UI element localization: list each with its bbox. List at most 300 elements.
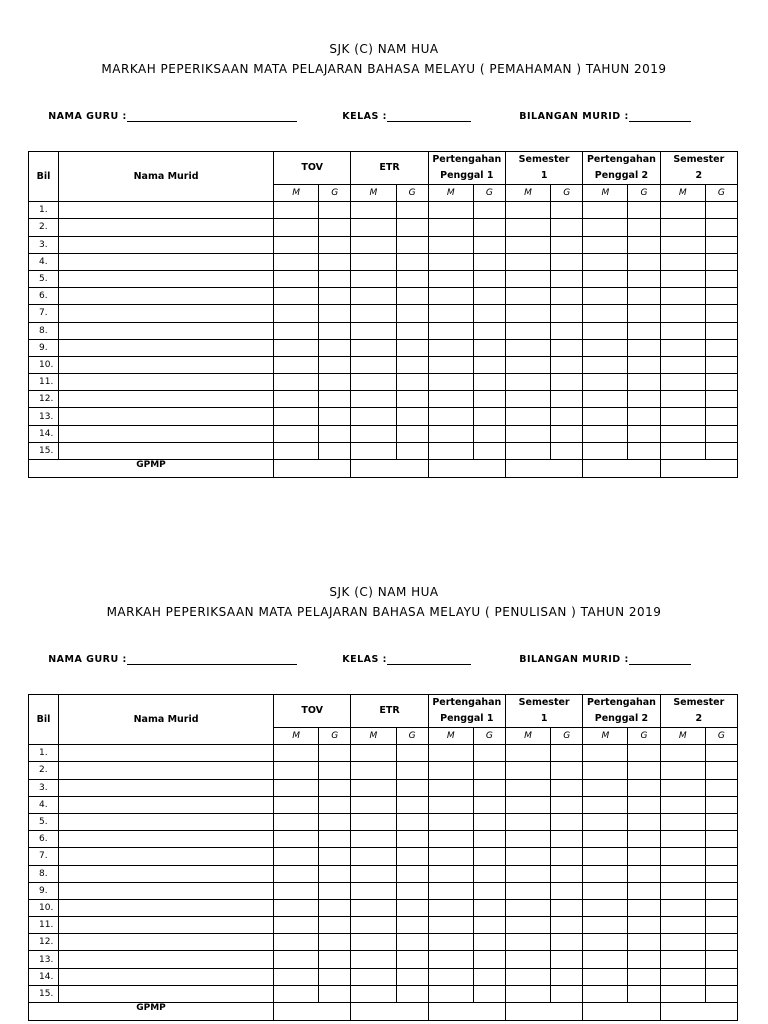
mark-cell[interactable] bbox=[583, 391, 628, 408]
grade-cell[interactable] bbox=[319, 374, 351, 391]
grade-cell[interactable] bbox=[628, 951, 660, 968]
mark-cell[interactable] bbox=[583, 882, 628, 899]
grade-cell[interactable] bbox=[319, 356, 351, 373]
mark-cell[interactable] bbox=[583, 831, 628, 848]
mark-cell[interactable] bbox=[351, 236, 396, 253]
grade-cell[interactable] bbox=[551, 779, 583, 796]
mark-cell[interactable] bbox=[274, 968, 319, 985]
grade-cell[interactable] bbox=[396, 848, 428, 865]
mark-cell[interactable] bbox=[583, 917, 628, 934]
mark-cell[interactable] bbox=[274, 951, 319, 968]
grade-cell[interactable] bbox=[473, 253, 505, 270]
grade-cell[interactable] bbox=[319, 951, 351, 968]
mark-cell[interactable] bbox=[274, 831, 319, 848]
mark-cell[interactable] bbox=[583, 951, 628, 968]
mark-cell[interactable] bbox=[428, 253, 473, 270]
student-name-cell[interactable] bbox=[59, 253, 274, 270]
mark-cell[interactable] bbox=[660, 985, 705, 1002]
grade-cell[interactable] bbox=[705, 779, 737, 796]
grade-cell[interactable] bbox=[705, 322, 737, 339]
mark-cell[interactable] bbox=[660, 831, 705, 848]
mark-cell[interactable] bbox=[274, 865, 319, 882]
grade-cell[interactable] bbox=[396, 813, 428, 830]
mark-cell[interactable] bbox=[660, 202, 705, 219]
grade-cell[interactable] bbox=[473, 934, 505, 951]
mark-cell[interactable] bbox=[505, 934, 550, 951]
grade-cell[interactable] bbox=[319, 408, 351, 425]
grade-cell[interactable] bbox=[628, 865, 660, 882]
mark-cell[interactable] bbox=[583, 236, 628, 253]
grade-cell[interactable] bbox=[473, 270, 505, 287]
student-name-cell[interactable] bbox=[59, 882, 274, 899]
grade-cell[interactable] bbox=[396, 322, 428, 339]
mark-cell[interactable] bbox=[351, 270, 396, 287]
student-name-cell[interactable] bbox=[59, 951, 274, 968]
student-name-cell[interactable] bbox=[59, 322, 274, 339]
student-name-cell[interactable] bbox=[59, 374, 274, 391]
grade-cell[interactable] bbox=[319, 899, 351, 916]
grade-cell[interactable] bbox=[319, 745, 351, 762]
grade-cell[interactable] bbox=[705, 831, 737, 848]
student-name-cell[interactable] bbox=[59, 762, 274, 779]
mark-cell[interactable] bbox=[274, 899, 319, 916]
grade-cell[interactable] bbox=[319, 796, 351, 813]
grade-cell[interactable] bbox=[705, 865, 737, 882]
mark-cell[interactable] bbox=[351, 322, 396, 339]
grade-cell[interactable] bbox=[628, 305, 660, 322]
student-name-cell[interactable] bbox=[59, 442, 274, 459]
grade-cell[interactable] bbox=[396, 374, 428, 391]
grade-cell[interactable] bbox=[705, 917, 737, 934]
grade-cell[interactable] bbox=[551, 899, 583, 916]
grade-cell[interactable] bbox=[396, 917, 428, 934]
grade-cell[interactable] bbox=[551, 882, 583, 899]
mark-cell[interactable] bbox=[274, 356, 319, 373]
grade-cell[interactable] bbox=[396, 779, 428, 796]
student-name-cell[interactable] bbox=[59, 848, 274, 865]
mark-cell[interactable] bbox=[505, 408, 550, 425]
grade-cell[interactable] bbox=[551, 951, 583, 968]
grade-cell[interactable] bbox=[628, 236, 660, 253]
student-name-cell[interactable] bbox=[59, 779, 274, 796]
grade-cell[interactable] bbox=[628, 796, 660, 813]
grade-cell[interactable] bbox=[319, 219, 351, 236]
grade-cell[interactable] bbox=[473, 374, 505, 391]
grade-cell[interactable] bbox=[319, 813, 351, 830]
student-name-cell[interactable] bbox=[59, 934, 274, 951]
mark-cell[interactable] bbox=[660, 356, 705, 373]
mark-cell[interactable] bbox=[660, 917, 705, 934]
count-input-line[interactable] bbox=[629, 111, 691, 122]
grade-cell[interactable] bbox=[473, 917, 505, 934]
mark-cell[interactable] bbox=[583, 270, 628, 287]
mark-cell[interactable] bbox=[428, 882, 473, 899]
grade-cell[interactable] bbox=[628, 848, 660, 865]
mark-cell[interactable] bbox=[428, 202, 473, 219]
mark-cell[interactable] bbox=[428, 899, 473, 916]
student-name-cell[interactable] bbox=[59, 745, 274, 762]
mark-cell[interactable] bbox=[274, 762, 319, 779]
grade-cell[interactable] bbox=[319, 442, 351, 459]
grade-cell[interactable] bbox=[551, 322, 583, 339]
gpmp-cell[interactable] bbox=[583, 1003, 660, 1021]
gpmp-cell[interactable] bbox=[505, 460, 582, 478]
mark-cell[interactable] bbox=[583, 865, 628, 882]
grade-cell[interactable] bbox=[319, 779, 351, 796]
mark-cell[interactable] bbox=[351, 813, 396, 830]
grade-cell[interactable] bbox=[705, 270, 737, 287]
grade-cell[interactable] bbox=[319, 305, 351, 322]
mark-cell[interactable] bbox=[505, 339, 550, 356]
mark-cell[interactable] bbox=[660, 374, 705, 391]
grade-cell[interactable] bbox=[551, 305, 583, 322]
mark-cell[interactable] bbox=[505, 762, 550, 779]
grade-cell[interactable] bbox=[705, 968, 737, 985]
grade-cell[interactable] bbox=[319, 202, 351, 219]
mark-cell[interactable] bbox=[428, 865, 473, 882]
mark-cell[interactable] bbox=[428, 745, 473, 762]
grade-cell[interactable] bbox=[551, 762, 583, 779]
mark-cell[interactable] bbox=[351, 253, 396, 270]
mark-cell[interactable] bbox=[351, 848, 396, 865]
grade-cell[interactable] bbox=[396, 899, 428, 916]
grade-cell[interactable] bbox=[551, 408, 583, 425]
grade-cell[interactable] bbox=[628, 356, 660, 373]
grade-cell[interactable] bbox=[628, 253, 660, 270]
student-name-cell[interactable] bbox=[59, 985, 274, 1002]
grade-cell[interactable] bbox=[396, 934, 428, 951]
mark-cell[interactable] bbox=[505, 779, 550, 796]
grade-cell[interactable] bbox=[551, 745, 583, 762]
grade-cell[interactable] bbox=[628, 219, 660, 236]
grade-cell[interactable] bbox=[705, 408, 737, 425]
mark-cell[interactable] bbox=[583, 796, 628, 813]
grade-cell[interactable] bbox=[473, 322, 505, 339]
mark-cell[interactable] bbox=[660, 934, 705, 951]
grade-cell[interactable] bbox=[551, 339, 583, 356]
teacher-input-line[interactable] bbox=[127, 654, 297, 665]
student-name-cell[interactable] bbox=[59, 425, 274, 442]
mark-cell[interactable] bbox=[583, 779, 628, 796]
mark-cell[interactable] bbox=[583, 288, 628, 305]
student-name-cell[interactable] bbox=[59, 408, 274, 425]
mark-cell[interactable] bbox=[351, 202, 396, 219]
mark-cell[interactable] bbox=[505, 322, 550, 339]
grade-cell[interactable] bbox=[473, 985, 505, 1002]
mark-cell[interactable] bbox=[428, 322, 473, 339]
student-name-cell[interactable] bbox=[59, 305, 274, 322]
mark-cell[interactable] bbox=[351, 374, 396, 391]
grade-cell[interactable] bbox=[319, 425, 351, 442]
grade-cell[interactable] bbox=[551, 796, 583, 813]
gpmp-cell[interactable] bbox=[351, 1003, 428, 1021]
mark-cell[interactable] bbox=[505, 951, 550, 968]
mark-cell[interactable] bbox=[505, 917, 550, 934]
mark-cell[interactable] bbox=[583, 374, 628, 391]
gpmp-cell[interactable] bbox=[351, 460, 428, 478]
mark-cell[interactable] bbox=[505, 985, 550, 1002]
grade-cell[interactable] bbox=[396, 236, 428, 253]
mark-cell[interactable] bbox=[428, 442, 473, 459]
mark-cell[interactable] bbox=[583, 745, 628, 762]
gpmp-cell[interactable] bbox=[274, 460, 351, 478]
mark-cell[interactable] bbox=[351, 985, 396, 1002]
grade-cell[interactable] bbox=[473, 899, 505, 916]
grade-cell[interactable] bbox=[551, 374, 583, 391]
grade-cell[interactable] bbox=[705, 305, 737, 322]
mark-cell[interactable] bbox=[583, 305, 628, 322]
mark-cell[interactable] bbox=[583, 202, 628, 219]
mark-cell[interactable] bbox=[274, 219, 319, 236]
mark-cell[interactable] bbox=[428, 391, 473, 408]
mark-cell[interactable] bbox=[351, 796, 396, 813]
grade-cell[interactable] bbox=[705, 848, 737, 865]
mark-cell[interactable] bbox=[428, 813, 473, 830]
grade-cell[interactable] bbox=[551, 934, 583, 951]
mark-cell[interactable] bbox=[428, 219, 473, 236]
mark-cell[interactable] bbox=[583, 219, 628, 236]
mark-cell[interactable] bbox=[428, 236, 473, 253]
mark-cell[interactable] bbox=[660, 442, 705, 459]
mark-cell[interactable] bbox=[351, 762, 396, 779]
grade-cell[interactable] bbox=[396, 356, 428, 373]
grade-cell[interactable] bbox=[396, 391, 428, 408]
mark-cell[interactable] bbox=[505, 270, 550, 287]
grade-cell[interactable] bbox=[396, 219, 428, 236]
grade-cell[interactable] bbox=[319, 865, 351, 882]
gpmp-cell[interactable] bbox=[505, 1003, 582, 1021]
mark-cell[interactable] bbox=[505, 848, 550, 865]
grade-cell[interactable] bbox=[319, 985, 351, 1002]
mark-cell[interactable] bbox=[274, 202, 319, 219]
mark-cell[interactable] bbox=[274, 391, 319, 408]
grade-cell[interactable] bbox=[396, 831, 428, 848]
grade-cell[interactable] bbox=[551, 442, 583, 459]
mark-cell[interactable] bbox=[351, 288, 396, 305]
mark-cell[interactable] bbox=[274, 779, 319, 796]
gpmp-cell[interactable] bbox=[274, 1003, 351, 1021]
mark-cell[interactable] bbox=[274, 322, 319, 339]
mark-cell[interactable] bbox=[505, 356, 550, 373]
grade-cell[interactable] bbox=[628, 374, 660, 391]
student-name-cell[interactable] bbox=[59, 202, 274, 219]
grade-cell[interactable] bbox=[705, 288, 737, 305]
mark-cell[interactable] bbox=[505, 865, 550, 882]
mark-cell[interactable] bbox=[505, 882, 550, 899]
mark-cell[interactable] bbox=[351, 305, 396, 322]
grade-cell[interactable] bbox=[396, 202, 428, 219]
gpmp-cell[interactable] bbox=[428, 460, 505, 478]
mark-cell[interactable] bbox=[505, 253, 550, 270]
mark-cell[interactable] bbox=[660, 322, 705, 339]
grade-cell[interactable] bbox=[473, 796, 505, 813]
grade-cell[interactable] bbox=[473, 202, 505, 219]
mark-cell[interactable] bbox=[505, 796, 550, 813]
mark-cell[interactable] bbox=[583, 425, 628, 442]
mark-cell[interactable] bbox=[583, 253, 628, 270]
mark-cell[interactable] bbox=[274, 408, 319, 425]
grade-cell[interactable] bbox=[551, 288, 583, 305]
mark-cell[interactable] bbox=[274, 882, 319, 899]
mark-cell[interactable] bbox=[505, 831, 550, 848]
mark-cell[interactable] bbox=[351, 745, 396, 762]
grade-cell[interactable] bbox=[396, 442, 428, 459]
mark-cell[interactable] bbox=[351, 865, 396, 882]
mark-cell[interactable] bbox=[428, 408, 473, 425]
mark-cell[interactable] bbox=[660, 865, 705, 882]
grade-cell[interactable] bbox=[473, 425, 505, 442]
mark-cell[interactable] bbox=[505, 391, 550, 408]
mark-cell[interactable] bbox=[274, 442, 319, 459]
grade-cell[interactable] bbox=[551, 356, 583, 373]
grade-cell[interactable] bbox=[628, 322, 660, 339]
mark-cell[interactable] bbox=[660, 425, 705, 442]
mark-cell[interactable] bbox=[351, 968, 396, 985]
grade-cell[interactable] bbox=[473, 219, 505, 236]
grade-cell[interactable] bbox=[705, 813, 737, 830]
grade-cell[interactable] bbox=[396, 968, 428, 985]
grade-cell[interactable] bbox=[705, 236, 737, 253]
grade-cell[interactable] bbox=[628, 270, 660, 287]
count-input-line[interactable] bbox=[629, 654, 691, 665]
grade-cell[interactable] bbox=[396, 796, 428, 813]
grade-cell[interactable] bbox=[551, 985, 583, 1002]
grade-cell[interactable] bbox=[551, 219, 583, 236]
mark-cell[interactable] bbox=[505, 305, 550, 322]
mark-cell[interactable] bbox=[505, 968, 550, 985]
mark-cell[interactable] bbox=[274, 270, 319, 287]
student-name-cell[interactable] bbox=[59, 831, 274, 848]
mark-cell[interactable] bbox=[274, 796, 319, 813]
mark-cell[interactable] bbox=[428, 305, 473, 322]
mark-cell[interactable] bbox=[428, 374, 473, 391]
grade-cell[interactable] bbox=[319, 322, 351, 339]
mark-cell[interactable] bbox=[505, 202, 550, 219]
mark-cell[interactable] bbox=[428, 848, 473, 865]
student-name-cell[interactable] bbox=[59, 288, 274, 305]
mark-cell[interactable] bbox=[351, 882, 396, 899]
grade-cell[interactable] bbox=[551, 968, 583, 985]
class-input-line[interactable] bbox=[387, 111, 471, 122]
grade-cell[interactable] bbox=[473, 236, 505, 253]
grade-cell[interactable] bbox=[396, 745, 428, 762]
mark-cell[interactable] bbox=[428, 985, 473, 1002]
mark-cell[interactable] bbox=[583, 934, 628, 951]
mark-cell[interactable] bbox=[428, 762, 473, 779]
mark-cell[interactable] bbox=[505, 745, 550, 762]
mark-cell[interactable] bbox=[351, 391, 396, 408]
student-name-cell[interactable] bbox=[59, 270, 274, 287]
grade-cell[interactable] bbox=[473, 339, 505, 356]
grade-cell[interactable] bbox=[319, 391, 351, 408]
grade-cell[interactable] bbox=[473, 831, 505, 848]
mark-cell[interactable] bbox=[351, 934, 396, 951]
student-name-cell[interactable] bbox=[59, 339, 274, 356]
grade-cell[interactable] bbox=[319, 288, 351, 305]
mark-cell[interactable] bbox=[274, 288, 319, 305]
mark-cell[interactable] bbox=[351, 951, 396, 968]
mark-cell[interactable] bbox=[428, 356, 473, 373]
mark-cell[interactable] bbox=[351, 339, 396, 356]
grade-cell[interactable] bbox=[473, 288, 505, 305]
grade-cell[interactable] bbox=[396, 408, 428, 425]
mark-cell[interactable] bbox=[660, 951, 705, 968]
grade-cell[interactable] bbox=[396, 339, 428, 356]
mark-cell[interactable] bbox=[274, 813, 319, 830]
mark-cell[interactable] bbox=[428, 425, 473, 442]
student-name-cell[interactable] bbox=[59, 219, 274, 236]
grade-cell[interactable] bbox=[551, 202, 583, 219]
grade-cell[interactable] bbox=[628, 288, 660, 305]
mark-cell[interactable] bbox=[274, 985, 319, 1002]
grade-cell[interactable] bbox=[628, 425, 660, 442]
grade-cell[interactable] bbox=[705, 882, 737, 899]
mark-cell[interactable] bbox=[274, 848, 319, 865]
mark-cell[interactable] bbox=[428, 270, 473, 287]
student-name-cell[interactable] bbox=[59, 391, 274, 408]
grade-cell[interactable] bbox=[396, 270, 428, 287]
grade-cell[interactable] bbox=[705, 391, 737, 408]
mark-cell[interactable] bbox=[660, 796, 705, 813]
grade-cell[interactable] bbox=[551, 865, 583, 882]
mark-cell[interactable] bbox=[505, 288, 550, 305]
grade-cell[interactable] bbox=[705, 745, 737, 762]
grade-cell[interactable] bbox=[319, 339, 351, 356]
grade-cell[interactable] bbox=[705, 425, 737, 442]
grade-cell[interactable] bbox=[319, 848, 351, 865]
mark-cell[interactable] bbox=[583, 408, 628, 425]
mark-cell[interactable] bbox=[505, 236, 550, 253]
mark-cell[interactable] bbox=[505, 219, 550, 236]
mark-cell[interactable] bbox=[428, 779, 473, 796]
mark-cell[interactable] bbox=[351, 219, 396, 236]
grade-cell[interactable] bbox=[319, 253, 351, 270]
mark-cell[interactable] bbox=[428, 796, 473, 813]
mark-cell[interactable] bbox=[428, 968, 473, 985]
mark-cell[interactable] bbox=[351, 442, 396, 459]
grade-cell[interactable] bbox=[473, 356, 505, 373]
grade-cell[interactable] bbox=[473, 968, 505, 985]
grade-cell[interactable] bbox=[396, 865, 428, 882]
gpmp-cell[interactable] bbox=[428, 1003, 505, 1021]
mark-cell[interactable] bbox=[351, 408, 396, 425]
mark-cell[interactable] bbox=[660, 408, 705, 425]
mark-cell[interactable] bbox=[583, 968, 628, 985]
grade-cell[interactable] bbox=[628, 968, 660, 985]
grade-cell[interactable] bbox=[473, 305, 505, 322]
mark-cell[interactable] bbox=[274, 934, 319, 951]
mark-cell[interactable] bbox=[660, 391, 705, 408]
grade-cell[interactable] bbox=[628, 779, 660, 796]
mark-cell[interactable] bbox=[274, 425, 319, 442]
gpmp-cell[interactable] bbox=[660, 1003, 737, 1021]
mark-cell[interactable] bbox=[660, 899, 705, 916]
teacher-input-line[interactable] bbox=[127, 111, 297, 122]
mark-cell[interactable] bbox=[274, 339, 319, 356]
grade-cell[interactable] bbox=[473, 762, 505, 779]
mark-cell[interactable] bbox=[660, 813, 705, 830]
mark-cell[interactable] bbox=[274, 236, 319, 253]
mark-cell[interactable] bbox=[660, 236, 705, 253]
grade-cell[interactable] bbox=[551, 848, 583, 865]
grade-cell[interactable] bbox=[473, 779, 505, 796]
mark-cell[interactable] bbox=[660, 762, 705, 779]
grade-cell[interactable] bbox=[705, 253, 737, 270]
mark-cell[interactable] bbox=[274, 917, 319, 934]
mark-cell[interactable] bbox=[505, 813, 550, 830]
grade-cell[interactable] bbox=[628, 831, 660, 848]
mark-cell[interactable] bbox=[351, 425, 396, 442]
